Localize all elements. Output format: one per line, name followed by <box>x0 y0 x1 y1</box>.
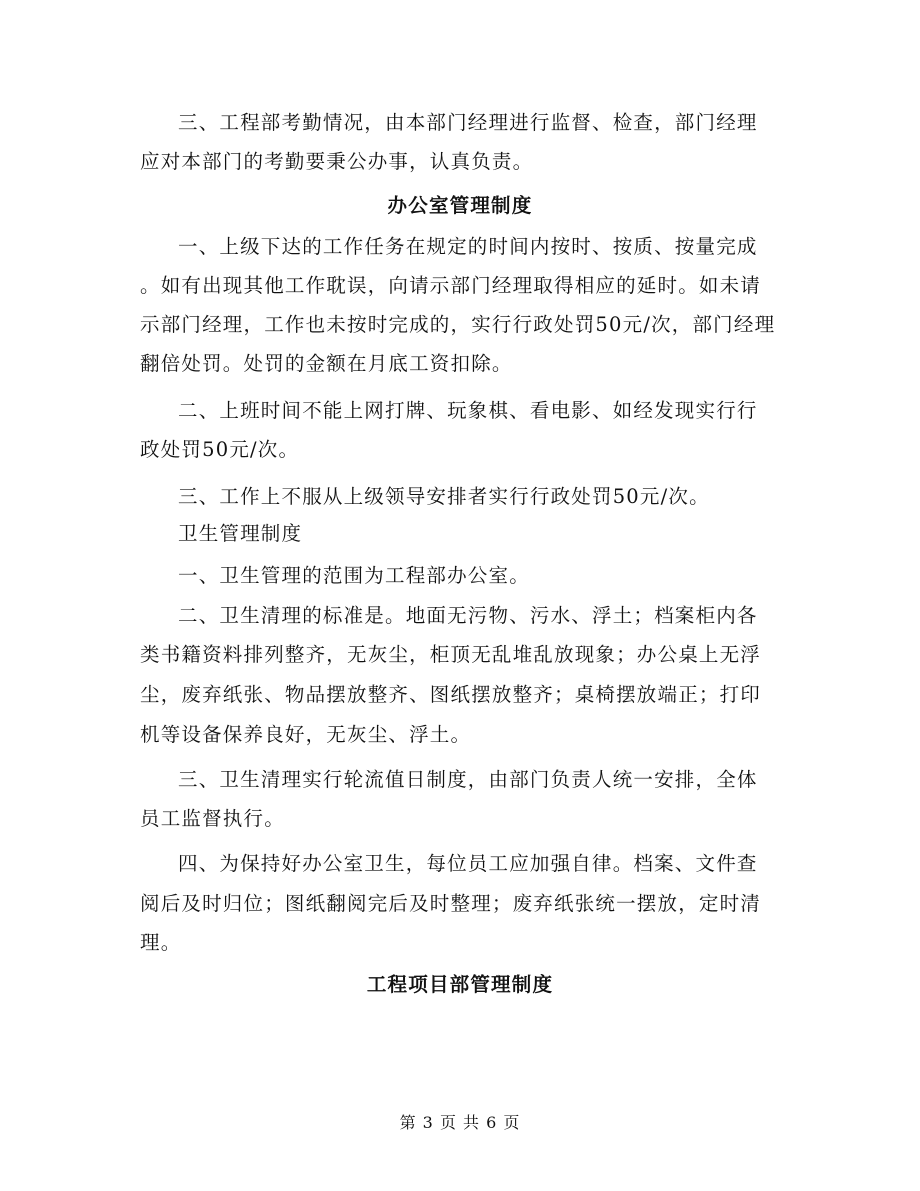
paragraph-line: 三、工作上不服从上级领导安排者实行行政处罚50元/次。 <box>178 485 710 508</box>
paragraph-line: 员工监督执行。 <box>140 807 285 830</box>
paragraph-line: 四、为保持好办公室卫生，每位员工应加强自律。档案、文件查 <box>178 852 758 875</box>
paragraph-line: 理。 <box>140 931 182 954</box>
paragraph-line: 二、卫生清理的标准是。地面无污物、污水、浮土；档案柜内各 <box>178 604 758 627</box>
paragraph-line: 机等设备保养良好，无灰尘、浮土。 <box>140 723 472 746</box>
paragraph-line: 翻倍处罚。处罚的金额在月底工资扣除。 <box>140 352 513 375</box>
paragraph-line: 应对本部门的考勤要秉公办事，认真负责。 <box>140 150 534 173</box>
paragraph-line: 三、工程部考勤情况，由本部门经理进行监督、检查，部门经理 <box>178 111 758 134</box>
paragraph-line: 政处罚50元/次。 <box>140 438 300 461</box>
paragraph-line: 一、卫生管理的范围为工程部办公室。 <box>178 564 530 587</box>
paragraph-line: 三、卫生清理实行轮流值日制度，由部门负责人统一安排，全体 <box>178 768 758 791</box>
paragraph-line: 尘，废弃纸张、物品摆放整齐、图纸摆放整齐；桌椅摆放端正；打印 <box>140 683 762 706</box>
paragraph-line: 阅后及时归位；图纸翻阅完后及时整理；废弃纸张统一摆放，定时清 <box>140 892 762 915</box>
paragraph-line: 一、上级下达的工作任务在规定的时间内按时、按质、按量完成 <box>178 235 758 258</box>
paragraph-line: 二、上班时间不能上网打牌、玩象棋、看电影、如经发现实行行 <box>178 399 758 422</box>
paragraph-line: 。如有出现其他工作耽误，向请示部门经理取得相应的延时。如未请 <box>140 274 762 297</box>
section-heading-project: 工程项目部管理制度 <box>366 973 554 996</box>
paragraph-line: 类书籍资料排列整齐，无灰尘，柜顶无乱堆乱放现象；办公桌上无浮 <box>140 643 762 666</box>
paragraph-line: 示部门经理，工作也未按时完成的，实行行政处罚50元/次，部门经理 <box>140 313 776 336</box>
page-footer: 第 3 页 共 6 页 <box>399 1113 521 1132</box>
section-heading-office: 办公室管理制度 <box>387 194 533 217</box>
paragraph-line: 卫生管理制度 <box>178 522 303 545</box>
